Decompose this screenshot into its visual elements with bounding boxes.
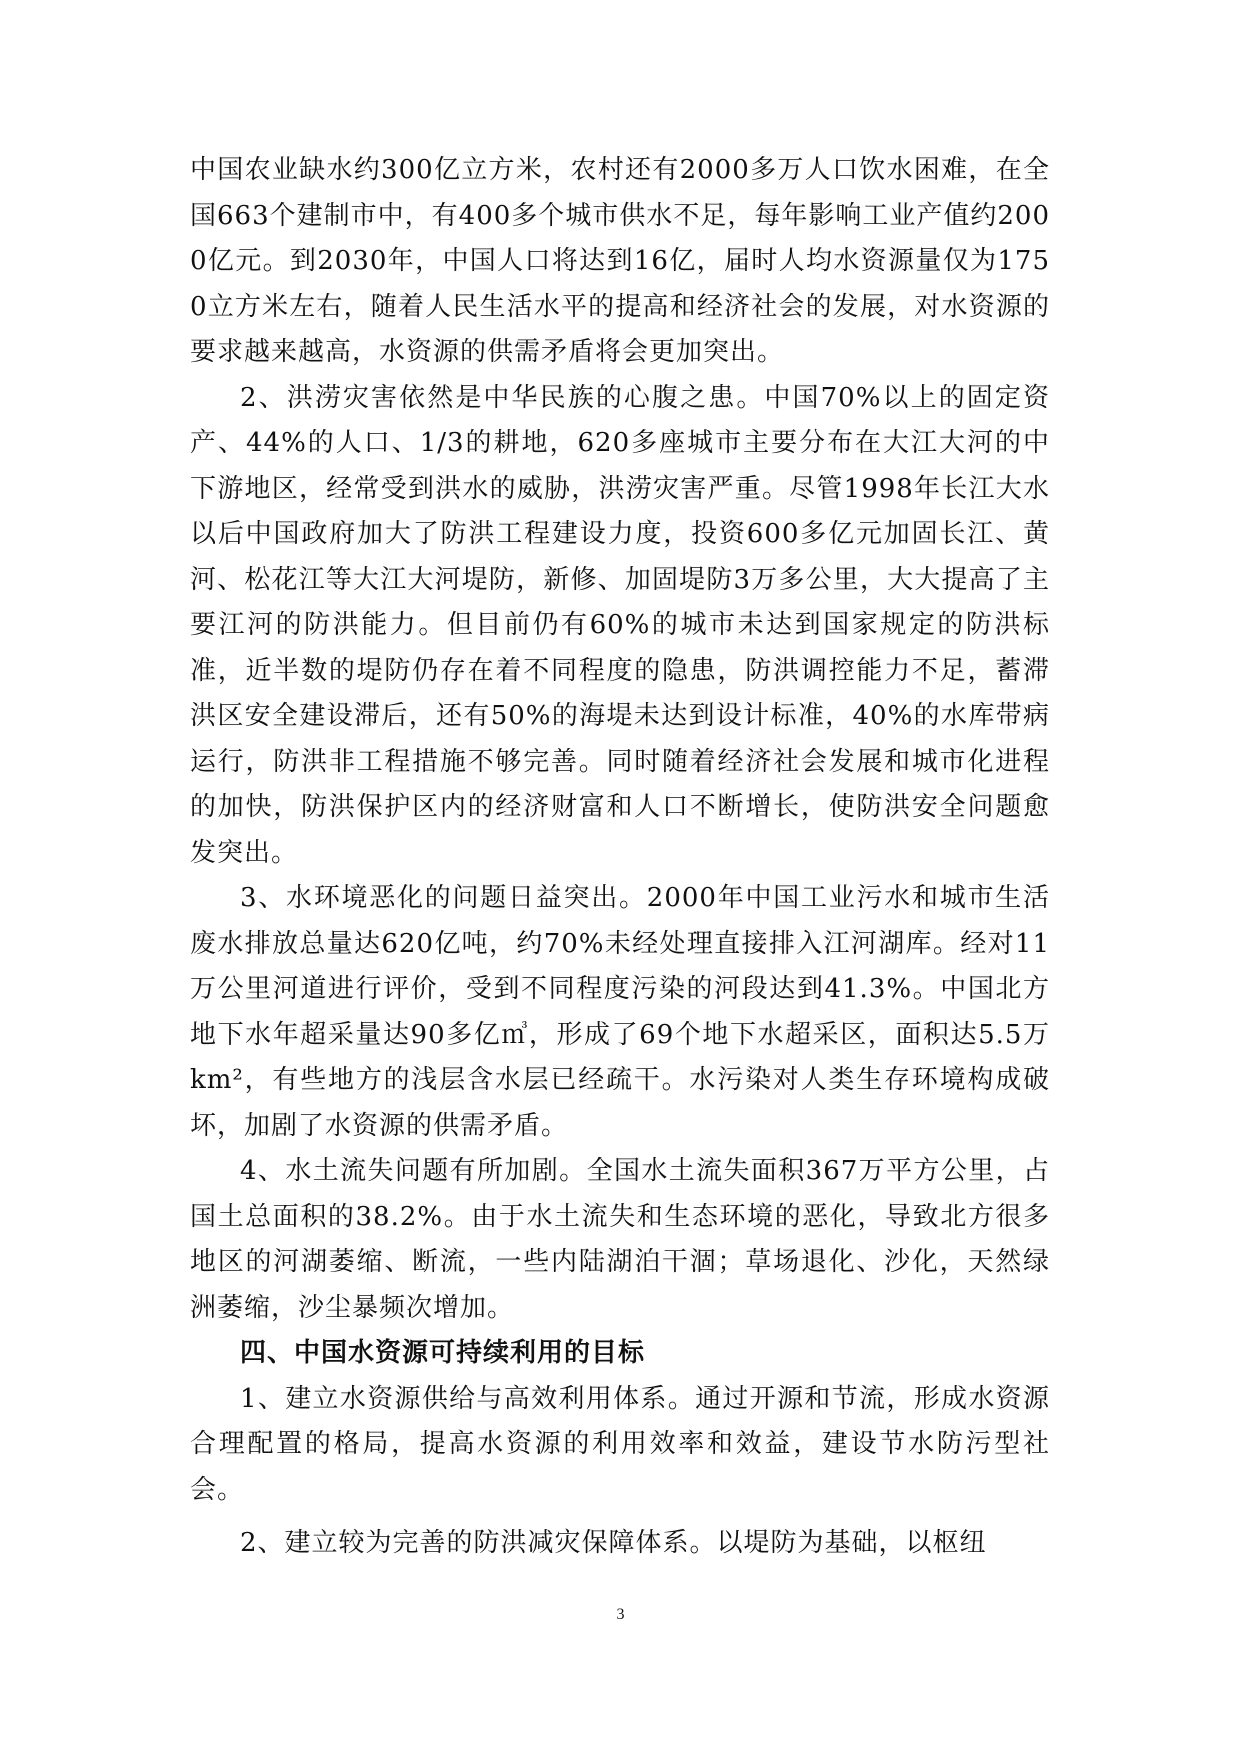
section-heading: 四、中国水资源可持续利用的目标	[240, 1338, 646, 1368]
page-number: 3	[616, 1606, 625, 1623]
paragraph-flood-disaster: 2、洪涝灾害依然是中华民族的心腹之患。中国70%以上的固定资产、44%的人口、1/3的耕地，620多座城市主要分布在大江大河的中下游地区，经常受到洪水的威胁，洪涝灾害严重。尽管1998年长江大水以后中国政府加大了防洪工程建设力度，投资600多亿元加固长江、黄河、松花江等大江大河堤防，新修、加固堤防3万多公里，大大提高了主要江河的防洪能力。但目前仍有60%的城市未达到国家规定的防洪标准，近半数的堤防仍存在着不同程度的隐患，防洪调控能力不足，蓄滞洪区安全建设滞后，还有50%的海堤未达到设计标准，40%的水库带病运行，防洪非工程措施不够完善。同时随着经济社会发展和城市化进程的加快，防洪保护区内的经济财富和人口不断增长，使防洪安全问题愈发突出。	[190, 382, 1050, 868]
paragraph-goal-flood-control: 2、建立较为完善的防洪减灾保障体系。以堤防为基础，以枢纽	[240, 1528, 987, 1558]
paragraph-water-shortage: 中国农业缺水约300亿立方米，农村还有2000多万人口饮水困难，在全国663个建制市中，有400多个城市供水不足，每年影响工业产值约2000亿元。到2030年，中国人口将达到16亿，届时人均水资源量仅为1750立方米左右，随着人民生活水平的提高和经济社会的发展，对水资源的要求越来越高，水资源的供需矛盾将会更加突出。	[190, 155, 1050, 367]
paragraph-soil-erosion: 4、水土流失问题有所加剧。全国水土流失面积367万平方公里，占国土总面积的38.2%。由于水土流失和生态环境的恶化，导致北方很多地区的河湖萎缩、断流，一些内陆湖泊干涸；草场退化、沙化，天然绿洲萎缩，沙尘暴频次增加。	[190, 1156, 1050, 1323]
paragraph-goal-supply-system: 1、建立水资源供给与高效利用体系。通过开源和节流，形成水资源合理配置的格局，提高水资源的利用效率和效益，建设节水防污型社会。	[190, 1383, 1050, 1505]
document-body	[190, 148, 1050, 1567]
paragraph-water-environment: 3、水环境恶化的问题日益突出。2000年中国工业污水和城市生活废水排放总量达620亿吨，约70%未经处理直接排入江河湖库。经对11万公里河道进行评价，受到不同程度污染的河段达到41.3%。中国北方地下水年超采量达90多亿㎥，形成了69个地下水超采区，面积达5.5万km²，有些地方的浅层含水层已经疏干。水污染对人类生存环境构成破坏，加剧了水资源的供需矛盾。	[190, 883, 1050, 1141]
